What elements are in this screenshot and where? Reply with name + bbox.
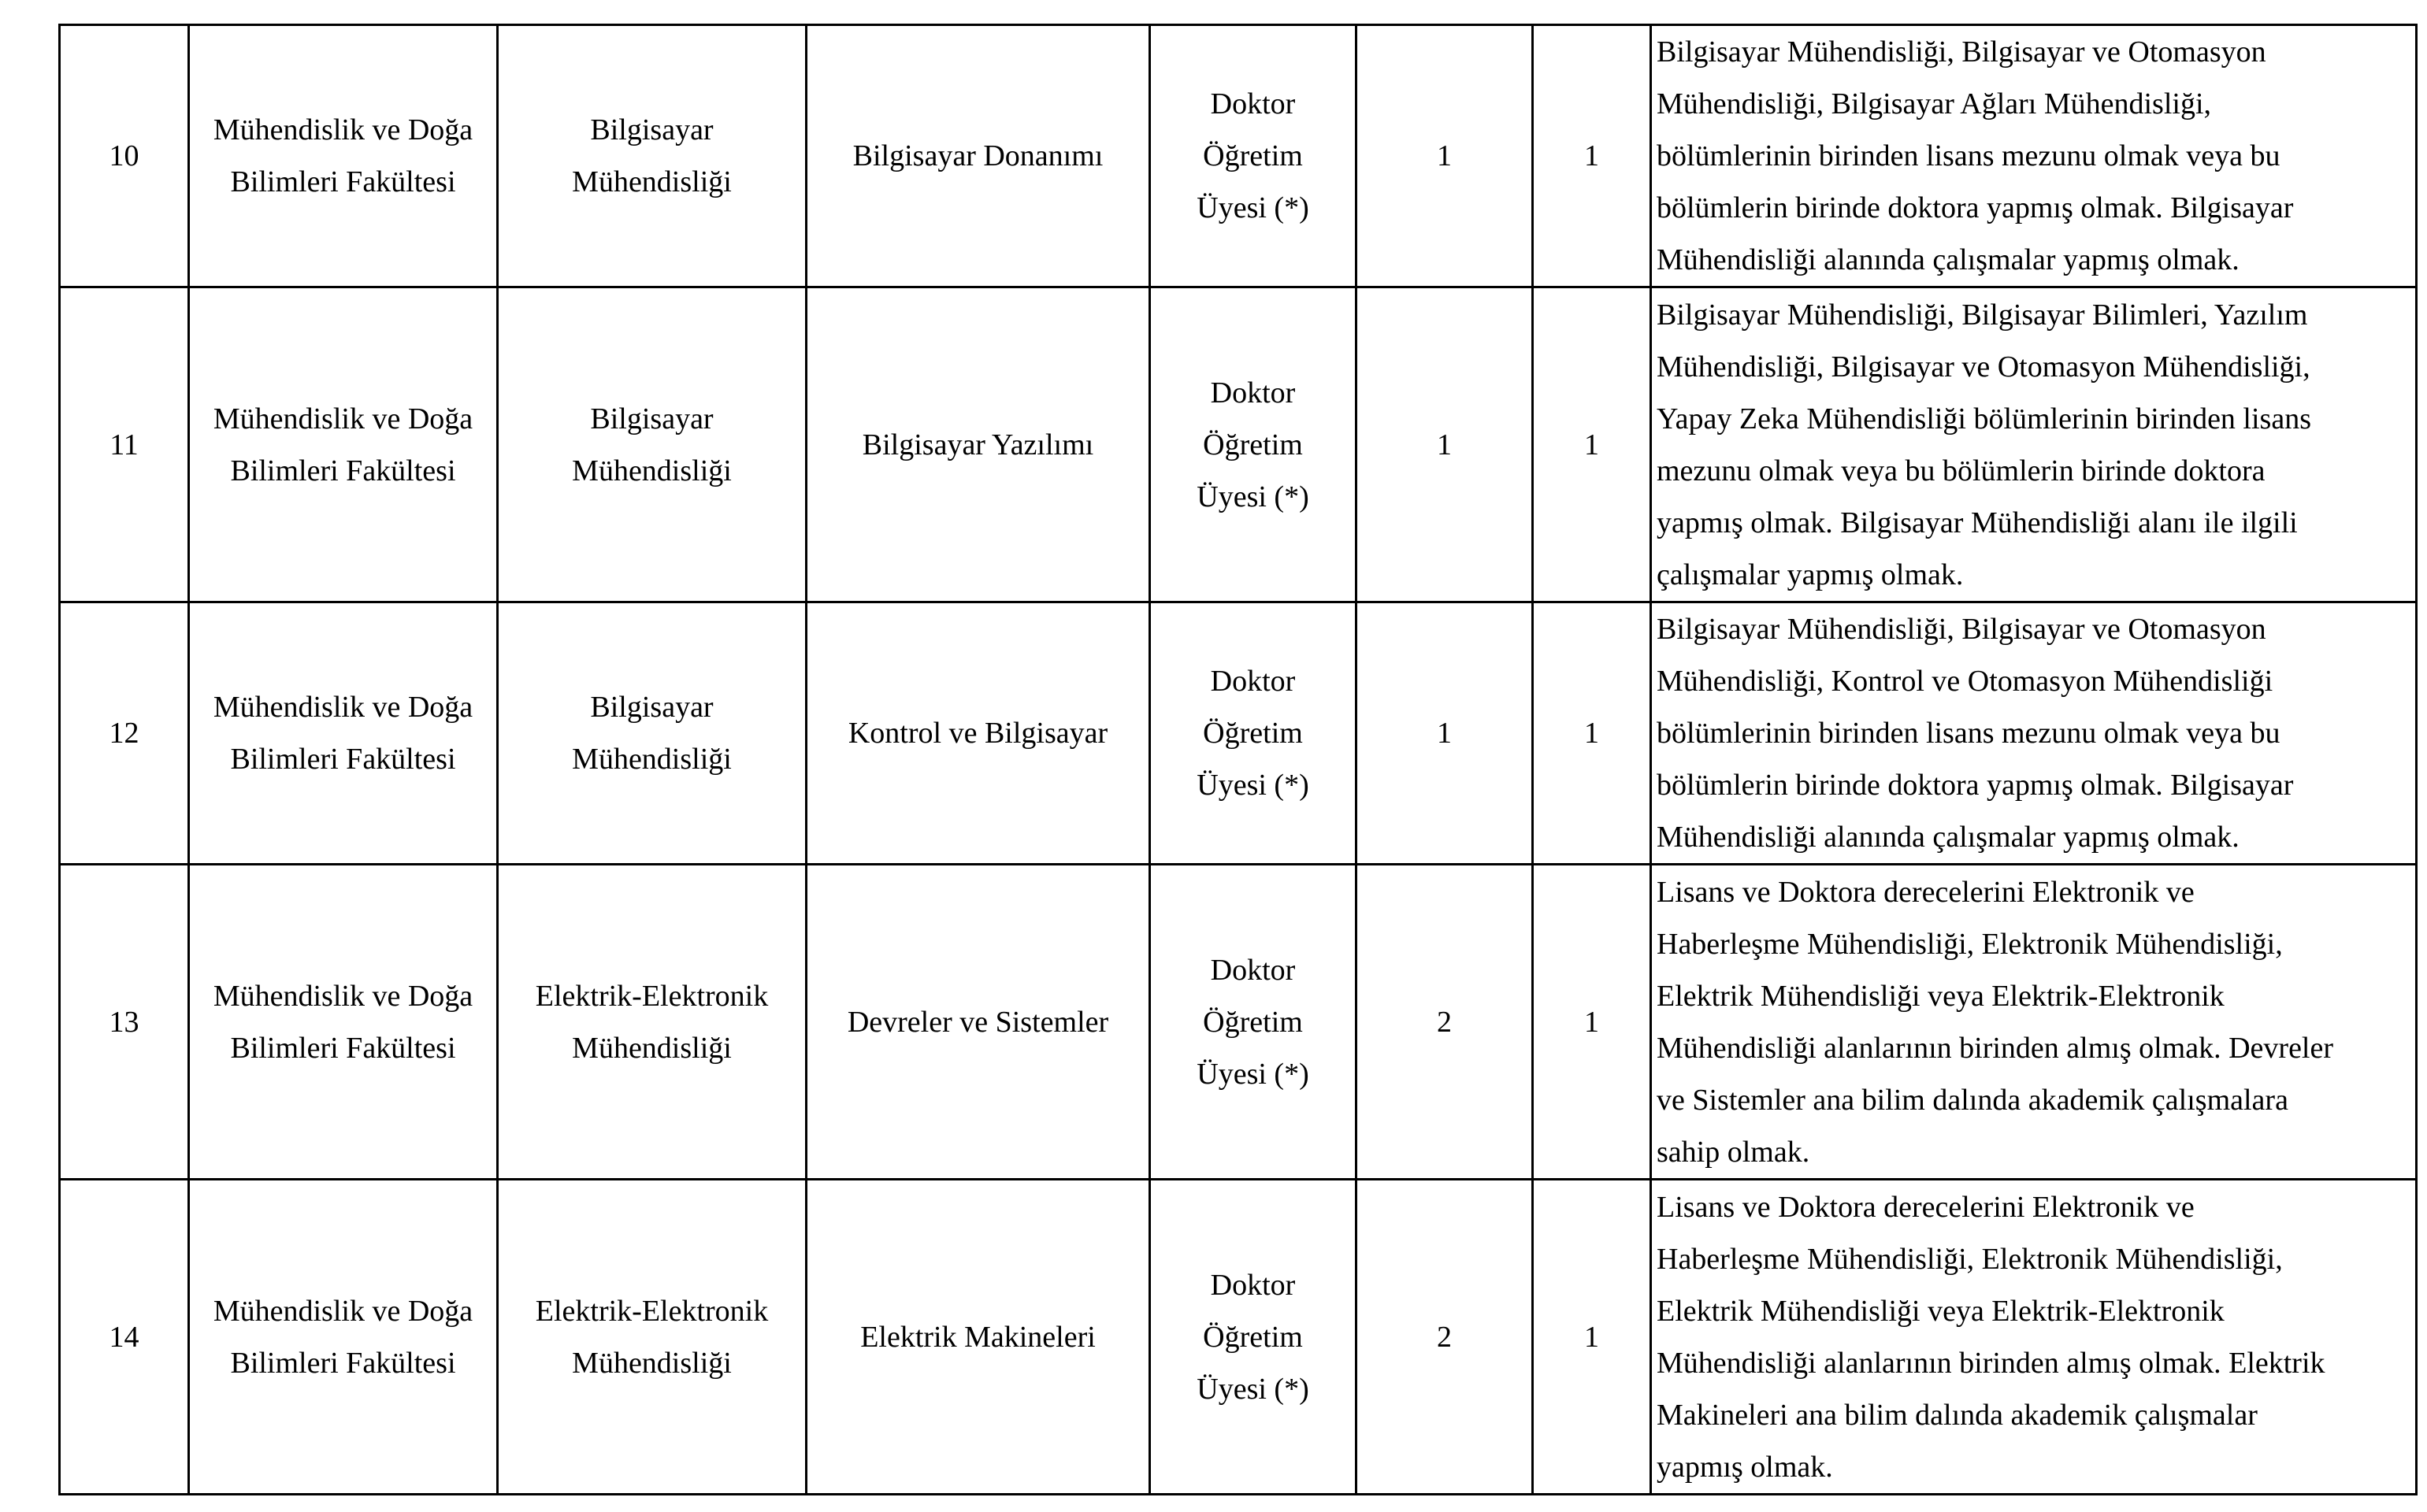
position-count: 1	[1356, 287, 1533, 602]
position-count: 2	[1356, 865, 1533, 1180]
requirement-line: yapmış olmak. Bilgisayar Mühendisliği alanı ile ilgili	[1657, 506, 2298, 539]
table-row	[60, 287, 2417, 602]
title-line: Üyesi (*)	[1197, 1372, 1309, 1406]
field-line: Bilgisayar Donanımı	[852, 139, 1104, 172]
degree-value: 1	[1533, 287, 1651, 602]
faculty-line: Bilimleri Fakültesi	[230, 165, 456, 198]
department-line: Mühendisliği	[572, 743, 732, 776]
title-line: Doktor	[1210, 376, 1296, 410]
title-cell	[1150, 602, 1356, 865]
faculty-line: Mühendislik ve Doğa	[213, 979, 473, 1013]
department-cell	[498, 287, 807, 602]
faculty-line: Mühendislik ve Doğa	[213, 113, 473, 146]
field-cell	[807, 287, 1150, 602]
row-number: 14	[60, 1180, 189, 1495]
requirement-line: Mühendisliği, Bilgisayar ve Otomasyon Mühendisliği,	[1657, 350, 2310, 384]
faculty-cell	[189, 287, 498, 602]
faculty-line: Mühendislik ve Doğa	[213, 691, 473, 724]
field-line: Elektrik Makineleri	[860, 1320, 1096, 1354]
department-line: Bilgisayar	[590, 402, 714, 435]
requirement-line: Mühendisliği, Bilgisayar Ağları Mühendisliği,	[1657, 87, 2212, 120]
title-cell	[1150, 865, 1356, 1180]
position-count: 1	[1356, 602, 1533, 865]
requirement-line: ve Sistemler ana bilim dalında akademik çalışmalara	[1657, 1083, 2288, 1117]
requirement-line: Elektrik Mühendisliği veya Elektrik-Elektronik	[1657, 1294, 2225, 1328]
position-table-body	[60, 25, 2417, 1495]
department-cell	[498, 1180, 807, 1495]
requirement-line: Bilgisayar Mühendisliği, Bilgisayar ve Otomasyon	[1657, 613, 2266, 646]
requirement-line: Bilgisayar Mühendisliği, Bilgisayar Bilimleri, Yazılım	[1657, 298, 2308, 332]
requirement-line: yapmış olmak.	[1657, 1450, 1833, 1484]
title-line: Doktor	[1210, 1268, 1296, 1302]
faculty-cell	[189, 25, 498, 287]
degree-value: 1	[1533, 25, 1651, 287]
faculty-line: Bilimleri Fakültesi	[230, 1031, 456, 1065]
requirement-line: sahip olmak.	[1657, 1135, 1810, 1169]
requirement-line: Mühendisliği alanında çalışmalar yapmış olmak.	[1657, 821, 2240, 854]
faculty-line: Bilimleri Fakültesi	[230, 743, 456, 776]
position-table	[58, 24, 2418, 1495]
requirement-line: çalışmalar yapmış olmak.	[1657, 558, 1964, 591]
title-line: Öğretim	[1203, 717, 1303, 750]
requirement-line: Lisans ve Doktora derecelerini Elektronik ve	[1657, 875, 2195, 909]
row-number: 12	[60, 602, 189, 865]
faculty-line: Bilimleri Fakültesi	[230, 454, 456, 487]
requirement-cell	[1651, 287, 2417, 602]
requirement-line: Makineleri ana bilim dalında akademik çalışmalar	[1657, 1398, 2258, 1432]
requirement-line: bölümlerinin birinden lisans mezunu olmak veya bu	[1657, 717, 2280, 750]
faculty-cell	[189, 865, 498, 1180]
requirement-line: Bilgisayar Mühendisliği, Bilgisayar ve Otomasyon	[1657, 35, 2266, 69]
field-cell	[807, 25, 1150, 287]
department-line: Elektrik-Elektronik	[535, 1294, 769, 1328]
title-line: Üyesi (*)	[1197, 480, 1309, 513]
degree-value: 1	[1533, 602, 1651, 865]
requirement-cell	[1651, 602, 2417, 865]
requirement-line: bölümlerinin birinden lisans mezunu olmak veya bu	[1657, 139, 2280, 172]
title-line: Öğretim	[1203, 139, 1303, 172]
field-line: Bilgisayar Yazılımı	[862, 428, 1094, 461]
field-line: Kontrol ve Bilgisayar	[848, 717, 1108, 750]
degree-value: 1	[1533, 1180, 1651, 1495]
requirement-cell	[1651, 865, 2417, 1180]
department-line: Mühendisliği	[572, 1346, 732, 1380]
requirement-line: Yapay Zeka Mühendisliği bölümlerinin birinden lisans	[1657, 402, 2311, 435]
department-line: Elektrik-Elektronik	[535, 979, 769, 1013]
field-line: Devreler ve Sistemler	[847, 1005, 1109, 1039]
faculty-cell	[189, 1180, 498, 1495]
title-cell	[1150, 287, 1356, 602]
faculty-line: Mühendislik ve Doğa	[213, 1294, 473, 1328]
requirement-line: Mühendisliği alanlarının birinden almış olmak. Devreler	[1657, 1031, 2334, 1065]
requirement-line: Haberleşme Mühendisliği, Elektronik Mühendisliği,	[1657, 927, 2283, 961]
department-line: Bilgisayar	[590, 113, 714, 146]
position-count: 1	[1356, 25, 1533, 287]
row-number: 13	[60, 865, 189, 1180]
title-line: Öğretim	[1203, 1320, 1303, 1354]
table-row	[60, 1180, 2417, 1495]
title-line: Öğretim	[1203, 1005, 1303, 1039]
department-cell	[498, 602, 807, 865]
table-row	[60, 25, 2417, 287]
department-line: Mühendisliği	[572, 1031, 732, 1065]
degree-value: 1	[1533, 865, 1651, 1180]
title-line: Doktor	[1210, 953, 1296, 987]
department-line: Bilgisayar	[590, 691, 714, 724]
faculty-cell	[189, 602, 498, 865]
requirement-line: Haberleşme Mühendisliği, Elektronik Mühendisliği,	[1657, 1242, 2283, 1276]
table-row	[60, 602, 2417, 865]
faculty-line: Mühendislik ve Doğa	[213, 402, 473, 435]
department-cell	[498, 25, 807, 287]
field-cell	[807, 602, 1150, 865]
title-line: Doktor	[1210, 665, 1296, 698]
title-line: Üyesi (*)	[1197, 191, 1309, 224]
department-line: Mühendisliği	[572, 454, 732, 487]
requirement-line: bölümlerin birinde doktora yapmış olmak. Bilgisayar	[1657, 191, 2294, 224]
title-line: Üyesi (*)	[1197, 769, 1309, 802]
requirement-line: bölümlerin birinde doktora yapmış olmak. Bilgisayar	[1657, 769, 2294, 802]
department-cell	[498, 865, 807, 1180]
requirement-line: Mühendisliği alanlarının birinden almış olmak. Elektrik	[1657, 1346, 2325, 1380]
field-cell	[807, 1180, 1150, 1495]
requirement-line: Mühendisliği alanında çalışmalar yapmış olmak.	[1657, 243, 2240, 276]
requirement-cell	[1651, 25, 2417, 287]
table-row	[60, 865, 2417, 1180]
requirement-line: Mühendisliği, Kontrol ve Otomasyon Mühendisliği	[1657, 665, 2273, 698]
faculty-line: Bilimleri Fakültesi	[230, 1346, 456, 1380]
requirement-cell	[1651, 1180, 2417, 1495]
requirement-line: mezunu olmak veya bu bölümlerin birinde doktora	[1657, 454, 2266, 487]
title-line: Öğretim	[1203, 428, 1303, 461]
requirement-line: Elektrik Mühendisliği veya Elektrik-Elektronik	[1657, 979, 2225, 1013]
row-number: 11	[60, 287, 189, 602]
title-cell	[1150, 25, 1356, 287]
row-number: 10	[60, 25, 189, 287]
department-line: Mühendisliği	[572, 165, 732, 198]
field-cell	[807, 865, 1150, 1180]
requirement-line: Lisans ve Doktora derecelerini Elektronik ve	[1657, 1190, 2195, 1224]
title-line: Üyesi (*)	[1197, 1057, 1309, 1091]
title-line: Doktor	[1210, 87, 1296, 120]
title-cell	[1150, 1180, 1356, 1495]
position-count: 2	[1356, 1180, 1533, 1495]
